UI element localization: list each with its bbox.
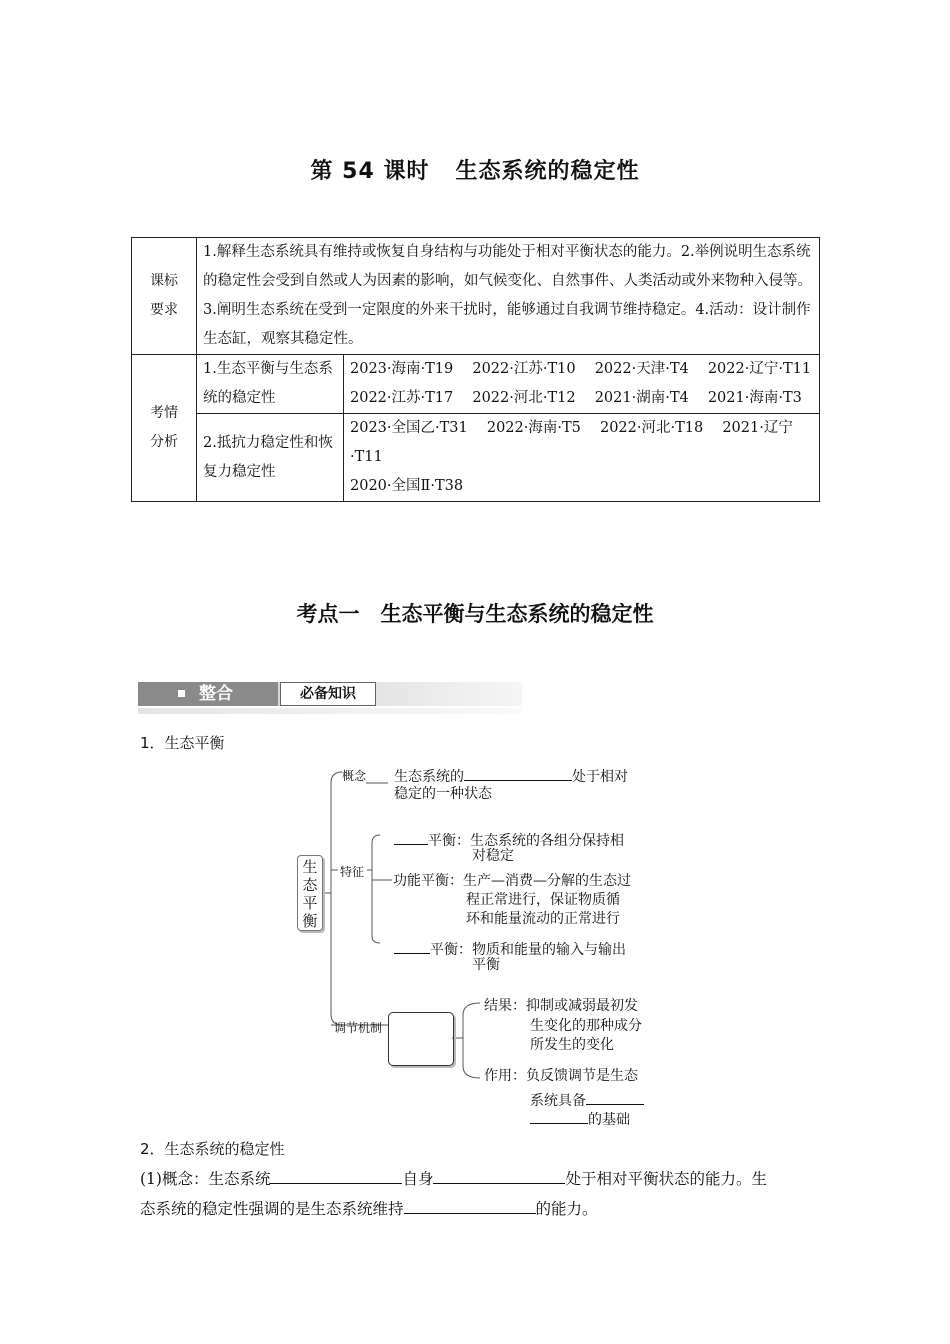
section-title: 考点一 生态平衡与生态系统的稳定性	[296, 602, 654, 626]
feature-1-line-1: 平衡：生态系统的各组分保持相	[394, 826, 624, 851]
concept-label: 概念	[342, 769, 367, 783]
feature-3-line-2: 平衡	[472, 957, 500, 973]
banner-right: 必备知识	[280, 682, 376, 706]
analysis-label: 考情 分析	[132, 355, 197, 502]
concept-line-2: 稳定的一种状态	[394, 786, 492, 802]
concept-line-1: 生态系统的 处于相对	[394, 762, 628, 787]
requirements-text: 1.解释生态系统具有维持或恢复自身结构与功能处于相对平衡状态的能力。2.举例说明生态系统的稳定性会受到自然或人为因素的影响，如气候变化、自然事件、人类活动或外来物种入侵等。3.阐明生态系统在受到一定限度的外来干扰时，能够通过自我调节维持稳定。4.活动：设计制作生态缸，观察其稳定性。	[197, 238, 820, 355]
feature-2-line-2: 程正常进行，保证物质循	[466, 892, 620, 908]
banner-left: 整合	[138, 682, 278, 706]
analysis-topic-2: 2.抵抗力稳定性和恢复力稳定性	[197, 414, 344, 502]
result-line-1: 结果：抑制或减弱最初发	[484, 998, 638, 1014]
role-line-3: 的基础	[530, 1105, 630, 1130]
feature-1-line-2: 对稳定	[472, 848, 514, 864]
requirements-label: 课标 要求	[132, 238, 197, 355]
stability-concept-paragraph: (1)概念：生态系统 自身 处于相对平衡状态的能力。生 态系统的稳定性强调的是生态系统维持 的能力。	[140, 1164, 812, 1224]
regulation-mechanism-blank	[388, 1012, 454, 1066]
result-line-2: 生变化的那种成分	[530, 1018, 642, 1034]
heading-ecological-balance: 1．生态平衡	[140, 734, 225, 752]
regulation-label: 调节机制	[334, 1021, 383, 1035]
role-line-2: 系统具备	[530, 1086, 644, 1111]
analysis-refs-2: 2023·全国乙·T31 2022·海南·T5 2022·河北·T18 2021·辽宁·T11 2020·全国Ⅱ·T38	[344, 414, 820, 502]
feature-2-line-3: 环和能量流动的正常进行	[466, 911, 620, 927]
page-title: 第 54 课时 生态系统的稳定性	[310, 159, 640, 184]
mindmap-root: 生 态 平 衡	[297, 855, 323, 931]
feature-2-line-1: 功能平衡：生产—消费—分解的生态过	[393, 873, 631, 889]
analysis-refs-1: 2023·海南·T19 2022·江苏·T10 2022·天津·T4 2022·辽宁·T11 2022·江苏·T17 2022·河北·T12 2021·湖南·T4 2021·海南·T3	[344, 355, 820, 414]
feature-3-line-1: 平衡：物质和能量的输入与输出	[394, 935, 626, 960]
result-line-3: 所发生的变化	[530, 1037, 614, 1053]
feature-label: 特征	[340, 865, 365, 879]
heading-stability: 2．生态系统的稳定性	[140, 1140, 285, 1158]
analysis-topic-1: 1.生态平衡与生态系统的稳定性	[197, 355, 344, 414]
role-line-1: 作用：负反馈调节是生态	[484, 1068, 638, 1084]
